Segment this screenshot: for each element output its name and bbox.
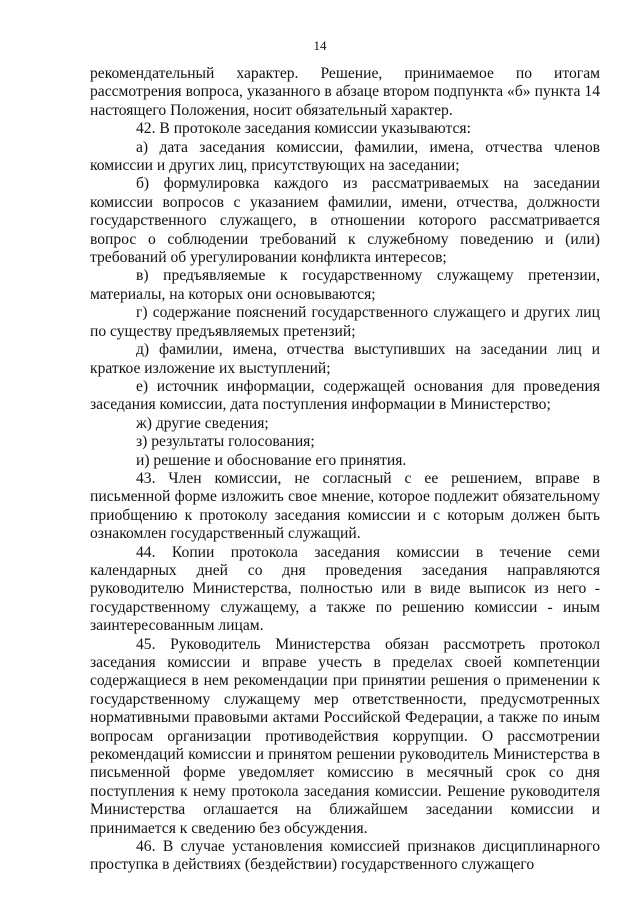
paragraph-42: 42. В протоколе заседания комиссии указываются:	[136, 120, 471, 138]
paragraph-43: 43. Член комиссии, не согласный с ее решением, вправе в письменной форме изложить свое мнение, которое подлежит обязательному приобщению к протоколу заседания комиссии и с которым должен быть ознакомлен государственный служащий.	[90, 469, 600, 543]
paragraph-42-i: и) решение и обоснование его принятия.	[136, 451, 407, 469]
document-body	[90, 65, 600, 875]
paragraph-42-z: з) результаты голосования;	[136, 433, 315, 451]
paragraph-44: 44. Копии протокола заседания комиссии в течение семи календарных дней со дня проведения заседания направляются руководителю Министерства, полностью или в виде выписок из него - государственному служащему, а также по решению комиссии - иным заинтересованным лицам.	[90, 543, 600, 635]
page-number: 14	[313, 38, 327, 53]
paragraph-42-g: г) содержание пояснений государственного служащего и других лиц по существу предъявляемых претензий;	[90, 304, 600, 340]
paragraph-42-b: б) формулировка каждого из рассматриваемых на заседании комиссии вопросов с указанием фамилии, имени, отчества, должности государственного служащего, в отношении которого рассматривается вопрос о соблюдении требований к служебному поведению и (или) требований об урегулировании конфликта интересов;	[90, 175, 600, 267]
paragraph-45: 45. Руководитель Министерства обязан рассмотреть протокол заседания комиссии и вправе учесть в пределах своей компетенции содержащиеся в нем рекомендации при принятии решения о применении к государственному служащему мер ответственности, предусмотренных нормативными правовыми актами Российской Федерации, а также по иным вопросам организации противодействия коррупции. О рассмотрении рекомендаций комиссии и принятом решении руководитель Министерства в письменной форме уведомляет комиссию в месячный срок со дня поступления к нему протокола заседания комиссии. Решение руководителя Министерства оглашается на ближайшем заседании комиссии и принимается к сведению без обсуждения.	[90, 635, 600, 837]
paragraph-42-d: д) фамилии, имена, отчества выступивших на заседании лиц и краткое изложение их выступлений;	[90, 341, 600, 377]
paragraph-42-e: е) источник информации, содержащей основания для проведения заседания комиссии, дата поступления информации в Министерство;	[90, 377, 600, 414]
paragraph-42-zh: ж) другие сведения;	[136, 414, 269, 432]
paragraph-42-v: в) предъявляемые к государственному служащему претензии, материалы, на которых они основываются;	[90, 267, 600, 303]
paragraph-continuation: рекомендательный характер. Решение, принимаемое по итогам рассмотрения вопроса, указанного в абзаце втором подпункта «б» пункта 14 настоящего Положения, носит обязательный характер.	[90, 65, 600, 119]
paragraph-46: 46. В случае установления комиссией признаков дисциплинарного проступка в действиях (бездействии) государственного служащего	[90, 838, 600, 874]
paragraph-42-a: а) дата заседания комиссии, фамилии, имена, отчества членов комиссии и других лиц, присутствующих на заседании;	[90, 138, 600, 175]
